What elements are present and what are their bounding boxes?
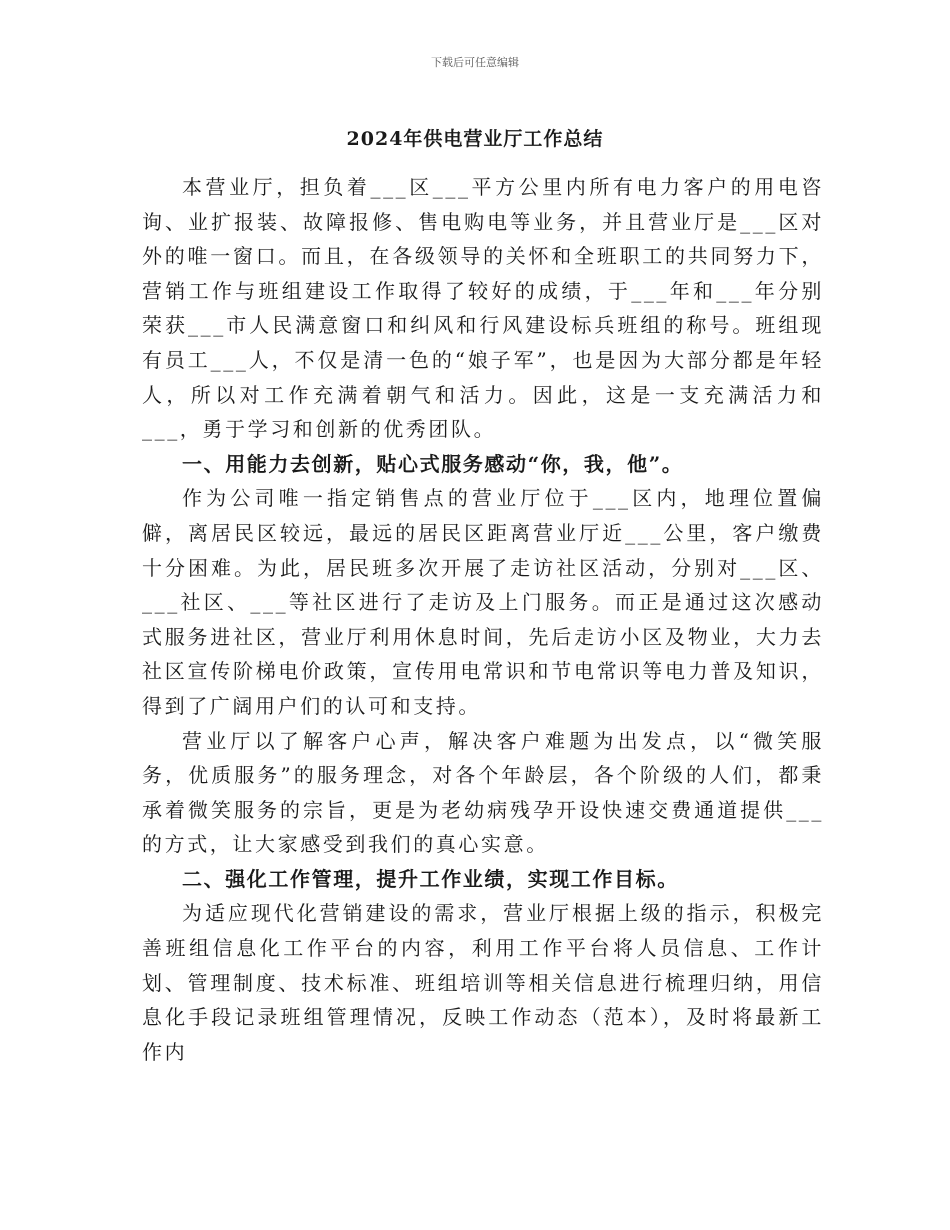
header-note: 下载后可任意编辑	[431, 56, 519, 69]
document-title: 2024年供电营业厅工作总结	[346, 128, 604, 150]
section-heading-1: 一、用能力去创新，贴心式服务感动“你，我，他”。	[182, 451, 684, 476]
paragraph-section-1a: 作为公司唯一指定销售点的营业厅位于___区内，地理位置偏僻，离居民区较远，最远的居民区距离营业厅近___公里，客户缴费十分困难。为此，居民班多次开展了走访社区活动，分别对___区、___社区、___等社区进行了走访及上门服务。而正是通过这次感动式服务进社区，营业厅利用休息时间，先后走访小区及物业，大力去社区宣传阶梯电价政策，宣传用电常识和节电常识等电力普及知识，得到了广阔用户们的认可和支持。	[142, 486, 824, 718]
paragraph-section-2a: 为适应现代化营销建设的需求，营业厅根据上级的指示，积极完善班组信息化工作平台的内容，利用工作平台将人员信息、工作计划、管理制度、技术标准、班组培训等相关信息进行梳理归纳，用信息化手段记录班组管理情况，反映工作动态（范本），及时将最新工作内	[142, 901, 824, 1064]
document-body	[142, 170, 824, 1069]
section-heading-2: 二、强化工作管理，提升工作业绩，实现工作目标。	[182, 866, 679, 891]
paragraph-section-1b: 营业厅以了解客户心声，解决客户难题为出发点，以“微笑服务，优质服务”的服务理念，对各个年龄层，各个阶级的人们，都秉承着微笑服务的宗旨，更是为老幼病残孕开设快速交费通道提供___的方式，让大家感受到我们的真心实意。	[142, 728, 824, 857]
paragraph-intro: 本营业厅，担负着___区___平方公里内所有电力客户的用电咨询、业扩报装、故障报修、售电购电等业务，并且营业厅是___区对外的唯一窗口。而且，在各级领导的关怀和全班职工的共同努力下，营销工作与班组建设工作取得了较好的成绩，于___年和___年分别荣获___市人民满意窗口和纠风和行风建设标兵班组的称号。班组现有员工___人，不仅是清一色的“娘子军”，也是因为大部分都是年轻人，所以对工作充满着朝气和活力。因此，这是一支充满活力和___，勇于学习和创新的优秀团队。	[142, 175, 824, 442]
